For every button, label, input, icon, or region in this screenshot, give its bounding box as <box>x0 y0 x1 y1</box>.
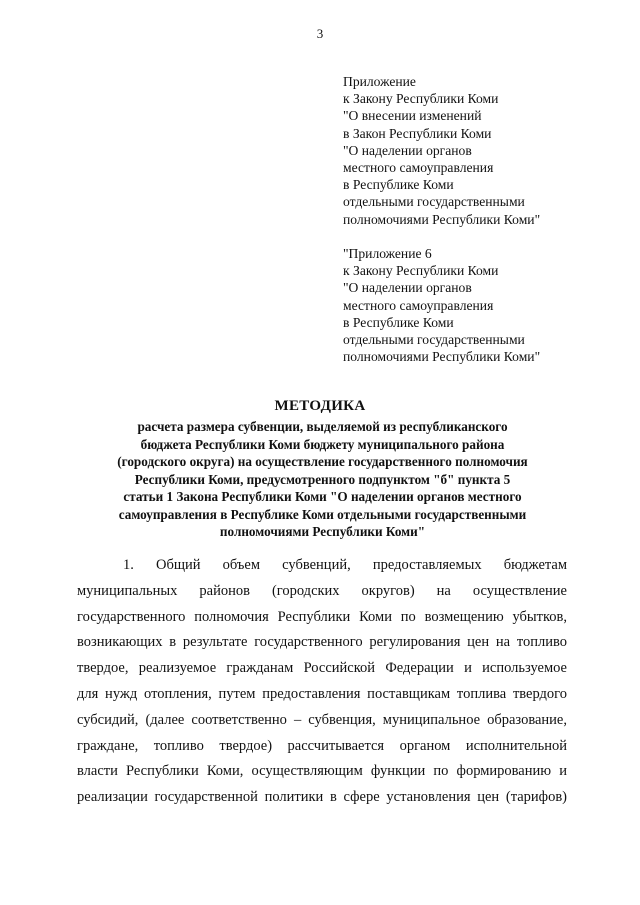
body-line: субсидий, (далее соответственно – субвенция, муниципальное образование, <box>77 711 567 728</box>
appendix-header-line: отдельными государственными <box>343 194 525 210</box>
appendix-6-header-line: к Закону Республики Коми <box>343 263 499 279</box>
document-subtitle <box>60 418 585 541</box>
body-line: власти Республики Коми, осуществляющим функции по формированию и <box>77 763 567 780</box>
appendix-header-line: "О внесении изменений <box>343 108 482 124</box>
appendix-header-line: местного самоуправления <box>343 160 494 176</box>
page-number: 3 <box>316 26 324 41</box>
appendix-6-header-line: местного самоуправления <box>343 297 494 313</box>
appendix-6-header-line: отдельными государственными <box>343 332 525 348</box>
body-line: муниципальных районов (городских округов) на осуществление <box>77 582 567 599</box>
appendix-6-header-line: в Республике Коми <box>343 314 454 330</box>
body-line: возникающих в результате государственного регулирования цен на топливо <box>77 634 567 651</box>
subtitle-line: статьи 1 Закона Республики Коми "О наделении органов местного <box>123 489 522 504</box>
appendix-header-line: к Закону Республики Коми <box>343 91 499 107</box>
appendix-header-line: в Закон Республики Коми <box>343 125 492 141</box>
subtitle-line: самоуправления в Республике Коми отдельными государственными <box>118 506 527 522</box>
appendix-6-header <box>343 245 603 365</box>
subtitle-line: Республики Коми, предусмотренного подпунктом "б" пункта 5 <box>134 471 511 487</box>
body-line: граждане, топливо твердое) рассчитывается органом исполнительной <box>77 737 567 754</box>
subtitle-line: расчета размера субвенции, выделяемой из республиканского <box>137 419 508 434</box>
appendix-header-line: полномочиями Республики Коми" <box>343 211 541 227</box>
subtitle-line: бюджета Республики Коми бюджету муниципального района <box>140 436 505 452</box>
appendix-header <box>343 73 603 228</box>
subtitle-line: полномочиями Республики Коми" <box>219 524 426 539</box>
document-title: МЕТОДИКА <box>274 398 366 414</box>
body-line: для нужд отопления, путем предоставления поставщикам топлива твердого <box>77 685 567 702</box>
body-line: государственного полномочия Республики Коми по возмещению убытков, <box>77 608 567 625</box>
body-paragraph <box>77 553 567 811</box>
subtitle-line: (городского округа) на осуществление государственного полномочия <box>117 454 528 469</box>
appendix-6-header-line: "О наделении органов <box>343 280 472 296</box>
body-line: твердое, реализуемое гражданам Российской Федерации и используемое <box>77 660 567 677</box>
appendix-6-header-line: "Приложение 6 <box>343 246 432 261</box>
body-line: реализации государственной политики в сфере установления цен (тарифов) <box>77 789 567 806</box>
body-line: 1. Общий объем субвенций, предоставляемых бюджетам <box>123 557 567 573</box>
appendix-header-line: Приложение <box>343 74 416 89</box>
appendix-header-line: "О наделении органов <box>343 142 472 158</box>
appendix-6-header-line: полномочиями Республики Коми" <box>343 349 541 365</box>
appendix-header-line: в Республике Коми <box>343 177 454 193</box>
